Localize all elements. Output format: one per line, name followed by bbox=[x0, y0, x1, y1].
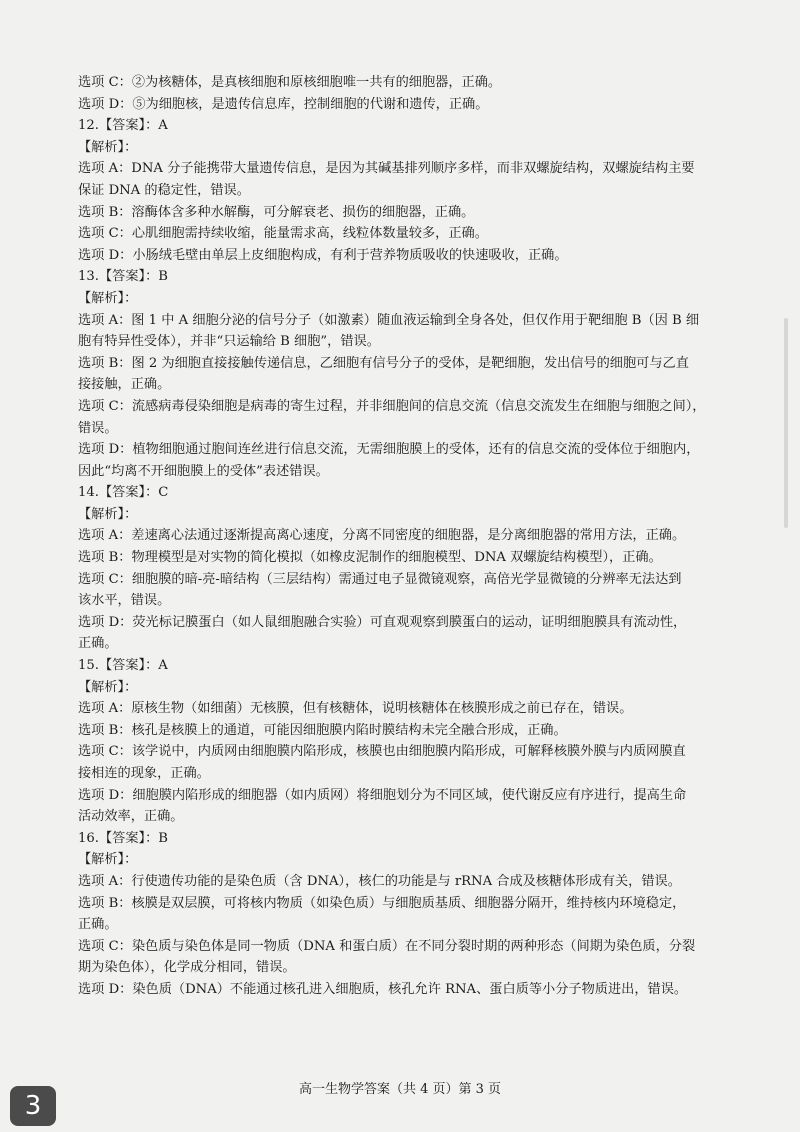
page-number-badge: 3 bbox=[10, 1086, 56, 1126]
text-line: 因此“均离不开细胞膜上的受体”表述错误。 bbox=[78, 463, 329, 479]
text-line: 选项 A：行使遗传功能的是染色质（含 DNA），核仁的功能是与 rRNA 合成及核糖体形成有关，错误。 bbox=[78, 873, 681, 889]
text-line: 选项 D：小肠绒毛壁由单层上皮细胞构成，有利于营养物质吸收的快速吸收，正确。 bbox=[78, 247, 568, 263]
text-line: 14.【答案】：C bbox=[78, 485, 169, 501]
text-line: 接相连的现象，正确。 bbox=[78, 766, 210, 781]
text-line: 选项 C：②为核糖体，是真核细胞和原核细胞唯一共有的细胞器，正确。 bbox=[78, 75, 502, 90]
text-line: 15.【答案】：A bbox=[78, 658, 168, 674]
text-line: 选项 D：细胞膜内陷形成的细胞器（如内质网）将细胞划分为不同区域，使代谢反应有序进行，提高生命 bbox=[78, 787, 687, 803]
text-line: 期为染色体），化学成分相同，错误。 bbox=[78, 960, 296, 976]
text-line: 【解析】： bbox=[78, 290, 138, 306]
text-line: 选项 B：核膜是双层膜，可将核内物质（如染色质）与细胞质基质、细胞器分隔开，维持核内环境稳定， bbox=[78, 895, 686, 911]
text-line: 保证 DNA 的稳定性，错误。 bbox=[78, 182, 250, 198]
text-line: 12.【答案】：A bbox=[78, 118, 168, 134]
text-line: 选项 D：荧光标记膜蛋白（如人鼠细胞融合实验）可直观观察到膜蛋白的运动，证明细胞膜具有流动性， bbox=[78, 614, 687, 630]
text-line: 【解析】： bbox=[78, 139, 138, 155]
text-line: 选项 C：流感病毒侵染细胞是病毒的寄生过程，并非细胞间的信息交流（信息交流发生在细胞与细胞之间）， bbox=[78, 398, 706, 414]
text-line: 活动效率，正确。 bbox=[78, 809, 184, 825]
text-line: 该水平，错误。 bbox=[78, 593, 171, 609]
text-line: 选项 C：染色质与染色体是同一物质（DNA 和蛋白质）在不同分裂时期的两种形态（间期为染色质，分裂 bbox=[78, 938, 696, 954]
text-line: 选项 C：该学说中，内质网由细胞膜内陷形成，核膜也由细胞膜内陷形成，可解释核膜外膜与内质网膜直 bbox=[78, 744, 686, 760]
text-line: 选项 A：图 1 中 A 细胞分泌的信号分子（如激素）随血液运输到全身各处，但仅作用于靶细胞 B（因 B 细 bbox=[78, 312, 700, 328]
text-line: 【解析】： bbox=[78, 506, 138, 522]
text-line: 选项 A：DNA 分子能携带大量遗传信息，是因为其碱基排列顺序多样，而非双螺旋结构，双螺旋结构主要 bbox=[78, 161, 695, 177]
text-line: 选项 B：物理模型是对实物的简化模拟（如橡皮泥制作的细胞模型、DNA 双螺旋结构模型），正确。 bbox=[78, 550, 662, 566]
text-line: 13.【答案】：B bbox=[78, 269, 169, 285]
text-line: 选项 C：心肌细胞需持续收缩，能量需求高，线粒体数量较多，正确。 bbox=[78, 226, 488, 242]
text-line: 接接触，正确。 bbox=[78, 377, 171, 393]
text-line: 【解析】： bbox=[78, 852, 138, 868]
text-line: 选项 B：核孔是核膜上的通道，可能因细胞膜内陷时膜结构未完全融合形成，正确。 bbox=[78, 722, 567, 738]
text-line: 正确。 bbox=[78, 917, 118, 933]
text-line: 正确。 bbox=[78, 636, 118, 652]
text-line: 选项 A：差速离心法通过逐渐提高离心速度，分离不同密度的细胞器，是分离细胞器的常用方法，正确。 bbox=[78, 528, 686, 544]
answer-content bbox=[78, 72, 738, 1001]
text-line: 胞有特异性受体），并非“只运输给 B 细胞”，错误。 bbox=[78, 334, 380, 350]
text-line: 选项 C：细胞膜的暗-亮-暗结构（三层结构）需通过电子显微镜观察，高倍光学显微镜的分辨率无法达到 bbox=[78, 571, 682, 587]
text-line: 选项 D：⑤为细胞核，是遗传信息库，控制细胞的代谢和遗传，正确。 bbox=[78, 96, 489, 112]
text-line: 【解析】： bbox=[78, 679, 138, 695]
text-line: 错误。 bbox=[78, 420, 118, 436]
text-line: 选项 D：植物细胞通过胞间连丝进行信息交流，无需细胞膜上的受体，还有的信息交流的受体位于细胞内， bbox=[78, 442, 700, 458]
text-line: 16.【答案】：B bbox=[78, 830, 169, 846]
page-footer: 高一生物学答案（共 4 页）第 3 页 bbox=[298, 1082, 502, 1097]
text-line: 选项 D：染色质（DNA）不能通过核孔进入细胞质，核孔允许 RNA、蛋白质等小分子物质进出，错误。 bbox=[78, 981, 688, 997]
scrollbar[interactable] bbox=[784, 318, 788, 528]
text-line: 选项 A：原核生物（如细菌）无核膜，但有核糖体，说明核糖体在核膜形成之前已存在，错误。 bbox=[78, 701, 633, 717]
text-line: 选项 B：图 2 为细胞直接接触传递信息，乙细胞有信号分子的受体，是靶细胞，发出信号的细胞可与乙直 bbox=[78, 355, 689, 371]
text-line: 选项 B：溶酶体含多种水解酶，可分解衰老、损伤的细胞器，正确。 bbox=[78, 204, 475, 220]
